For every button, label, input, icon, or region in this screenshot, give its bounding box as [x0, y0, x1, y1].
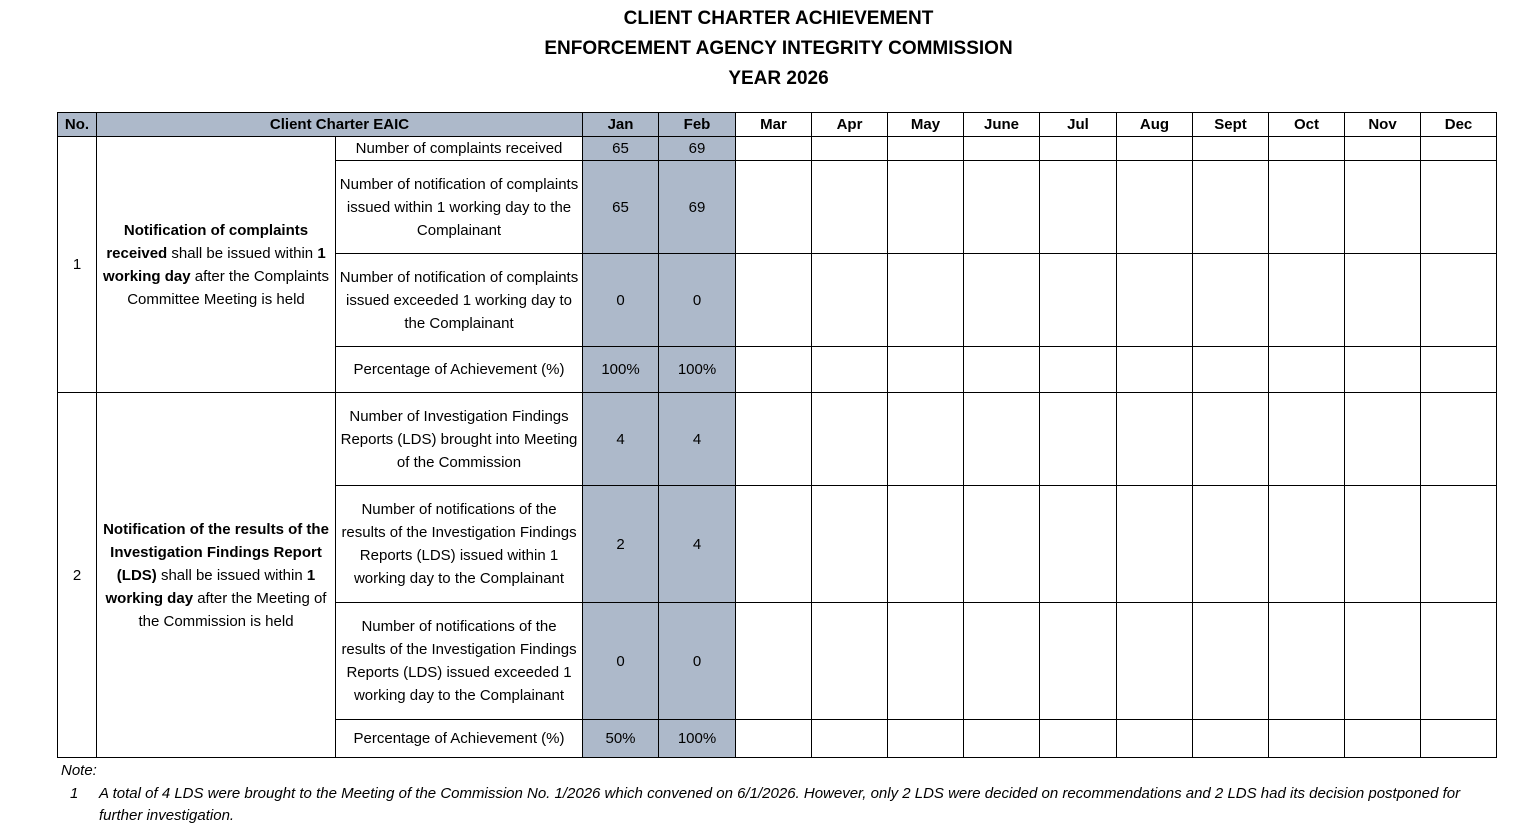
empty-cell	[1345, 137, 1421, 161]
empty-cell	[964, 137, 1040, 161]
desc-part: shall be issued within	[156, 566, 307, 584]
row-label: Number of notifications of the results of the Investigation Findings Reports (LDS) issued within 1 working day to the Complainant	[336, 486, 583, 603]
empty-cell	[1117, 254, 1193, 347]
table-row	[58, 137, 1497, 161]
empty-cell	[736, 486, 812, 603]
header-row	[58, 113, 1497, 137]
empty-cell	[964, 347, 1040, 393]
empty-cell	[1117, 161, 1193, 254]
empty-cell	[1117, 486, 1193, 603]
empty-cell	[812, 393, 888, 486]
empty-cell	[736, 254, 812, 347]
empty-cell	[964, 486, 1040, 603]
empty-cell	[1193, 720, 1269, 758]
header-charter: Client Charter EAIC	[97, 113, 583, 137]
value-jan: 2	[583, 486, 659, 603]
value-feb: 100%	[659, 720, 736, 758]
empty-cell	[736, 603, 812, 720]
empty-cell	[1421, 161, 1497, 254]
note-heading: Note:	[61, 762, 97, 779]
empty-cell	[812, 137, 888, 161]
empty-cell	[812, 254, 888, 347]
empty-cell	[1269, 347, 1345, 393]
value-feb: 69	[659, 161, 736, 254]
document-title	[0, 4, 1527, 94]
desc-bold-part: Notification of complaints received	[106, 221, 309, 262]
value-feb: 4	[659, 486, 736, 603]
empty-cell	[1040, 347, 1117, 393]
empty-cell	[812, 486, 888, 603]
empty-cell	[1040, 720, 1117, 758]
empty-cell	[964, 254, 1040, 347]
section-number: 1	[58, 137, 97, 393]
value-jan: 0	[583, 603, 659, 720]
header-month-feb: Feb	[659, 113, 736, 137]
section-description	[97, 137, 336, 393]
empty-cell	[888, 486, 964, 603]
empty-cell	[1421, 254, 1497, 347]
empty-cell	[964, 161, 1040, 254]
desc-bold-part: 1 working day	[105, 566, 316, 607]
header-month-may: May	[888, 113, 964, 137]
empty-cell	[1040, 393, 1117, 486]
section-description	[97, 393, 336, 758]
value-feb: 100%	[659, 347, 736, 393]
note-text: A total of 4 LDS were brought to the Meeting of the Commission No. 1/2026 which convened on 6/1/2026. However, only 2 LDS were decided on recommendations and 2 LDS had its decision postponed for further investigation.	[99, 785, 1461, 824]
empty-cell	[1193, 603, 1269, 720]
empty-cell	[888, 137, 964, 161]
row-label: Number of notifications of the results of the Investigation Findings Reports (LDS) issued exceeded 1 working day to the Complainant	[336, 603, 583, 720]
header-month-jan: Jan	[583, 113, 659, 137]
empty-cell	[888, 347, 964, 393]
empty-cell	[888, 161, 964, 254]
empty-cell	[1269, 161, 1345, 254]
value-feb: 4	[659, 393, 736, 486]
header-month-nov: Nov	[1345, 113, 1421, 137]
empty-cell	[736, 393, 812, 486]
empty-cell	[1421, 137, 1497, 161]
empty-cell	[888, 603, 964, 720]
empty-cell	[1040, 603, 1117, 720]
empty-cell	[1040, 254, 1117, 347]
row-label: Percentage of Achievement (%)	[336, 720, 583, 758]
empty-cell	[1193, 393, 1269, 486]
value-feb: 0	[659, 603, 736, 720]
empty-cell	[1345, 603, 1421, 720]
empty-cell	[1117, 603, 1193, 720]
empty-cell	[1193, 137, 1269, 161]
header-month-apr: Apr	[812, 113, 888, 137]
empty-cell	[1421, 486, 1497, 603]
empty-cell	[1421, 347, 1497, 393]
value-jan: 4	[583, 393, 659, 486]
row-label: Number of complaints received	[336, 137, 583, 161]
empty-cell	[1269, 720, 1345, 758]
empty-cell	[964, 720, 1040, 758]
header-month-dec: Dec	[1421, 113, 1497, 137]
table-row	[58, 393, 1497, 486]
row-label: Percentage of Achievement (%)	[336, 347, 583, 393]
empty-cell	[1269, 393, 1345, 486]
empty-cell	[1269, 254, 1345, 347]
value-feb: 0	[659, 254, 736, 347]
empty-cell	[1421, 603, 1497, 720]
empty-cell	[812, 161, 888, 254]
empty-cell	[1269, 137, 1345, 161]
header-month-jul: Jul	[1040, 113, 1117, 137]
empty-cell	[1345, 347, 1421, 393]
empty-cell	[1117, 720, 1193, 758]
empty-cell	[888, 393, 964, 486]
desc-part: after the Complaints Committee Meeting is held	[127, 267, 329, 308]
empty-cell	[1269, 486, 1345, 603]
header-month-mar: Mar	[736, 113, 812, 137]
header-month-aug: Aug	[1117, 113, 1193, 137]
header-month-june: June	[964, 113, 1040, 137]
header-month-oct: Oct	[1269, 113, 1345, 137]
desc-part: after the Meeting of the Commission is held	[138, 589, 327, 630]
value-jan: 100%	[583, 347, 659, 393]
empty-cell	[736, 161, 812, 254]
empty-cell	[888, 720, 964, 758]
empty-cell	[1345, 486, 1421, 603]
value-jan: 65	[583, 137, 659, 161]
title-line-2: ENFORCEMENT AGENCY INTEGRITY COMMISSION	[544, 38, 1013, 59]
value-jan: 0	[583, 254, 659, 347]
value-feb: 69	[659, 137, 736, 161]
empty-cell	[1193, 347, 1269, 393]
empty-cell	[964, 393, 1040, 486]
empty-cell	[1117, 393, 1193, 486]
note-number: 1	[70, 785, 79, 802]
title-line-1: CLIENT CHARTER ACHIEVEMENT	[623, 8, 934, 29]
value-jan: 50%	[583, 720, 659, 758]
row-label: Number of notification of complaints issued within 1 working day to the Complainant	[336, 161, 583, 254]
title-line-3: YEAR 2026	[728, 68, 829, 89]
empty-cell	[1345, 254, 1421, 347]
empty-cell	[1193, 161, 1269, 254]
empty-cell	[1117, 347, 1193, 393]
empty-cell	[1345, 393, 1421, 486]
header-no: No.	[58, 113, 97, 137]
empty-cell	[1345, 720, 1421, 758]
empty-cell	[1193, 254, 1269, 347]
empty-cell	[1269, 603, 1345, 720]
empty-cell	[812, 720, 888, 758]
row-label: Number of notification of complaints issued exceeded 1 working day to the Complainant	[336, 254, 583, 347]
empty-cell	[964, 603, 1040, 720]
section-number: 2	[58, 393, 97, 758]
empty-cell	[1421, 720, 1497, 758]
value-jan: 65	[583, 161, 659, 254]
desc-part: shall be issued within	[167, 244, 318, 262]
empty-cell	[1345, 161, 1421, 254]
empty-cell	[736, 720, 812, 758]
empty-cell	[888, 254, 964, 347]
client-charter-table	[57, 112, 1497, 758]
desc-bold-part: Notification of the results of the Investigation Findings Report (LDS)	[103, 520, 329, 584]
empty-cell	[1040, 161, 1117, 254]
empty-cell	[1040, 486, 1117, 603]
empty-cell	[1193, 486, 1269, 603]
empty-cell	[736, 137, 812, 161]
row-label: Number of Investigation Findings Reports (LDS) brought into Meeting of the Commission	[336, 393, 583, 486]
header-month-sept: Sept	[1193, 113, 1269, 137]
desc-bold-part: 1 working day	[103, 244, 326, 285]
empty-cell	[1040, 137, 1117, 161]
empty-cell	[812, 347, 888, 393]
empty-cell	[736, 347, 812, 393]
empty-cell	[1117, 137, 1193, 161]
empty-cell	[812, 603, 888, 720]
empty-cell	[1421, 393, 1497, 486]
